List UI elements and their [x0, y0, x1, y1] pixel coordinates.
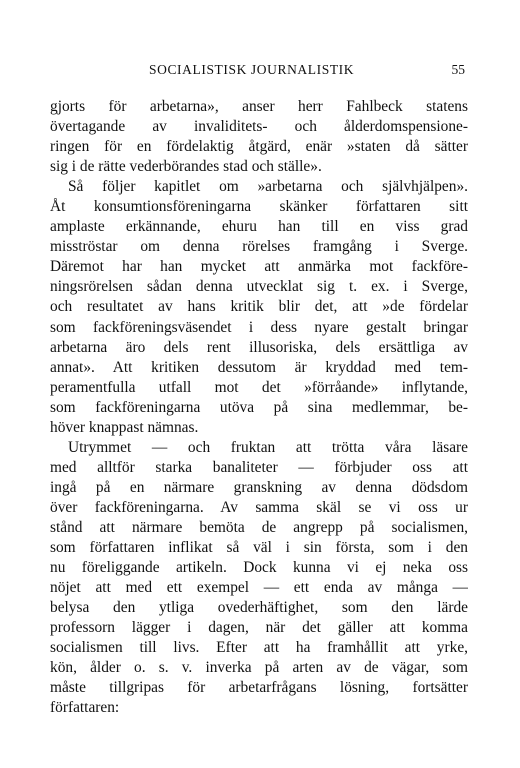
text-line: ringen för en fördelaktig åtgärd, enär »staten då sätter	[50, 138, 468, 156]
text-line: som fackföreningsväsendet i dess nyare gestalt bringar	[50, 318, 468, 336]
text-line: socialismen till livs. Efter att ha framhållit att yrke,	[50, 639, 468, 657]
text-line: belysa den ytliga ovederhäftighet, som den lärde	[50, 599, 468, 617]
text-line: nu föreliggande artikeln. Dock kunna vi ej neka oss	[50, 559, 468, 577]
text-line: sig i de rätte vederbörandes stad och ställe».	[50, 158, 322, 176]
text-line: ningsrörelsen sådan denna utvecklat sig t. ex. i Sverge,	[50, 278, 468, 296]
text-line: höver knappast nämnas.	[50, 418, 199, 436]
text-line: övertagande av invaliditets- och ålderdomspensione-	[50, 118, 468, 136]
text-line: gjorts för arbetarna», anser herr Fahlbeck statens	[50, 98, 468, 115]
text-line: nöjet att med ett exempel — ett enda av många —	[50, 579, 468, 597]
text-line: misströstar om denna rörelses framgång i Sverge.	[50, 238, 468, 256]
text-line: amplaste erkännande, ehuru han till en viss grad	[50, 218, 468, 236]
text-line: med alltför starka banaliteter — förbjuder oss att	[50, 458, 468, 476]
text-line: professorn lägger i dagen, när det gäller att komma	[50, 619, 468, 637]
text-line: som fackföreningarna utöva på sina medlemmar, be-	[50, 398, 468, 416]
text-line: över fackföreningarna. Av samma skäl se vi oss ur	[50, 498, 468, 516]
page-number: 55	[451, 62, 465, 77]
text-line: som författaren inflikat så väl i sin första, som i den	[50, 539, 468, 557]
text-line: annat». Att kritiken dessutom är kryddad med tem-	[50, 358, 468, 376]
text-line: ingå på en närmare granskning av denna dödsdom	[50, 478, 468, 496]
text-line: och resultatet av hans kritik blir det, att »de fördelar	[50, 298, 468, 316]
running-head	[93, 62, 465, 80]
text-line: arbetarna äro dels rent illusoriska, dels ersättliga av	[50, 338, 468, 356]
body-text	[50, 97, 468, 718]
text-line: Däremot har han mycket att anmärka mot fackföre-	[50, 258, 468, 276]
text-line: författaren:	[50, 699, 120, 717]
text-line: Utrymmet — och fruktan att trötta våra läsare	[68, 438, 468, 456]
running-title: SOCIALISTISK JOURNALISTIK	[149, 62, 355, 77]
text-line: måste tillgripas för arbetarfrågans lösning, fortsätter	[50, 679, 468, 697]
text-line: kön, ålder o. s. v. inverka på arten av de vägar, som	[50, 659, 468, 677]
text-line: stånd att närmare bemöta de angrepp på socialismen,	[50, 518, 468, 536]
text-line: Åt konsumtionsföreningarna skänker författaren sitt	[50, 198, 468, 216]
text-line: Så följer kapitlet om »arbetarna och självhjälpen».	[68, 178, 468, 196]
text-line: peramentfulla utfall mot det »förråande» inflytande,	[50, 378, 468, 396]
